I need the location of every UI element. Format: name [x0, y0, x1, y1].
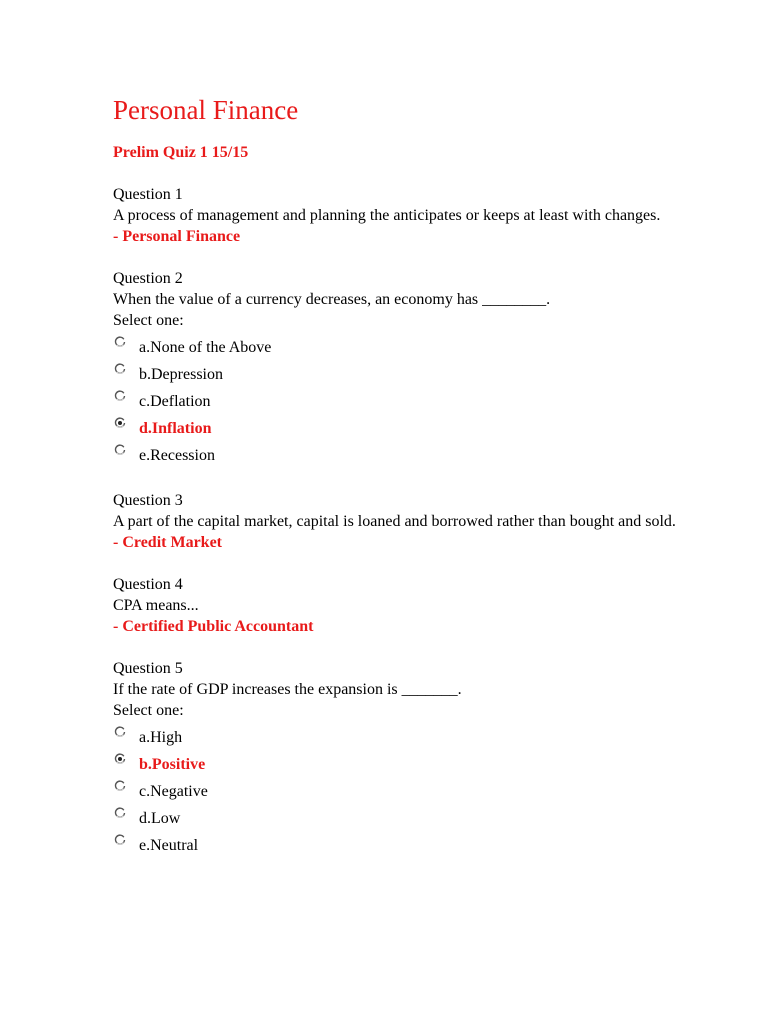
option-item[interactable]: [113, 805, 733, 832]
question-number: Question 3: [113, 492, 183, 509]
radio-unselected-icon[interactable]: [114, 804, 126, 816]
option-item[interactable]: [113, 724, 733, 751]
radio-unselected-icon[interactable]: [114, 441, 126, 453]
quiz-subtitle: Prelim Quiz 1 15/15: [113, 144, 249, 161]
option-label[interactable]: a.High: [139, 729, 183, 746]
option-label[interactable]: a.None of the Above: [139, 339, 272, 356]
question-number: Question 4: [113, 576, 183, 593]
quiz-document: [113, 92, 733, 880]
option-label[interactable]: d.Inflation: [139, 420, 212, 437]
option-label[interactable]: b.Positive: [139, 756, 206, 773]
question-4: [113, 574, 733, 637]
radio-unselected-icon[interactable]: [114, 723, 126, 735]
question-answer: - Personal Finance: [113, 228, 241, 245]
option-label[interactable]: b.Depression: [139, 366, 223, 383]
question-1: [113, 184, 733, 247]
question-answer: - Certified Public Accountant: [113, 618, 314, 635]
option-item[interactable]: [113, 388, 733, 415]
question-number: Question 2: [113, 270, 183, 287]
option-label[interactable]: d.Low: [139, 810, 181, 827]
option-label[interactable]: e.Recession: [139, 447, 215, 464]
select-one-label: Select one:: [113, 312, 184, 329]
option-item[interactable]: [113, 334, 733, 361]
page-title: Personal Finance: [113, 95, 299, 125]
radio-selected-icon[interactable]: [114, 414, 126, 426]
option-item[interactable]: [113, 778, 733, 805]
question-text: A process of management and planning the anticipates or keeps at least with changes.: [113, 207, 661, 224]
option-item[interactable]: [113, 751, 733, 778]
options-list: [113, 334, 733, 469]
option-item[interactable]: [113, 361, 733, 388]
question-2: [113, 268, 733, 469]
option-item[interactable]: [113, 832, 733, 859]
question-5: [113, 658, 733, 859]
radio-unselected-icon[interactable]: [114, 333, 126, 345]
radio-selected-icon[interactable]: [114, 750, 126, 762]
question-3: [113, 490, 733, 553]
question-text: If the rate of GDP increases the expansion is _______.: [113, 681, 462, 698]
question-text: When the value of a currency decreases, an economy has ________.: [113, 291, 551, 308]
radio-unselected-icon[interactable]: [114, 831, 126, 843]
select-one-label: Select one:: [113, 702, 184, 719]
option-label[interactable]: e.Neutral: [139, 837, 199, 854]
question-text: A part of the capital market, capital is loaned and borrowed rather than bought and sold.: [113, 513, 676, 530]
options-list: [113, 724, 733, 859]
option-label[interactable]: c.Deflation: [139, 393, 211, 410]
radio-unselected-icon[interactable]: [114, 777, 126, 789]
option-label[interactable]: c.Negative: [139, 783, 208, 800]
question-number: Question 5: [113, 660, 183, 677]
option-item[interactable]: [113, 415, 733, 442]
radio-unselected-icon[interactable]: [114, 360, 126, 372]
radio-unselected-icon[interactable]: [114, 387, 126, 399]
question-number: Question 1: [113, 186, 183, 203]
option-item[interactable]: [113, 442, 733, 469]
question-answer: - Credit Market: [113, 534, 222, 551]
question-text: CPA means...: [113, 597, 199, 614]
